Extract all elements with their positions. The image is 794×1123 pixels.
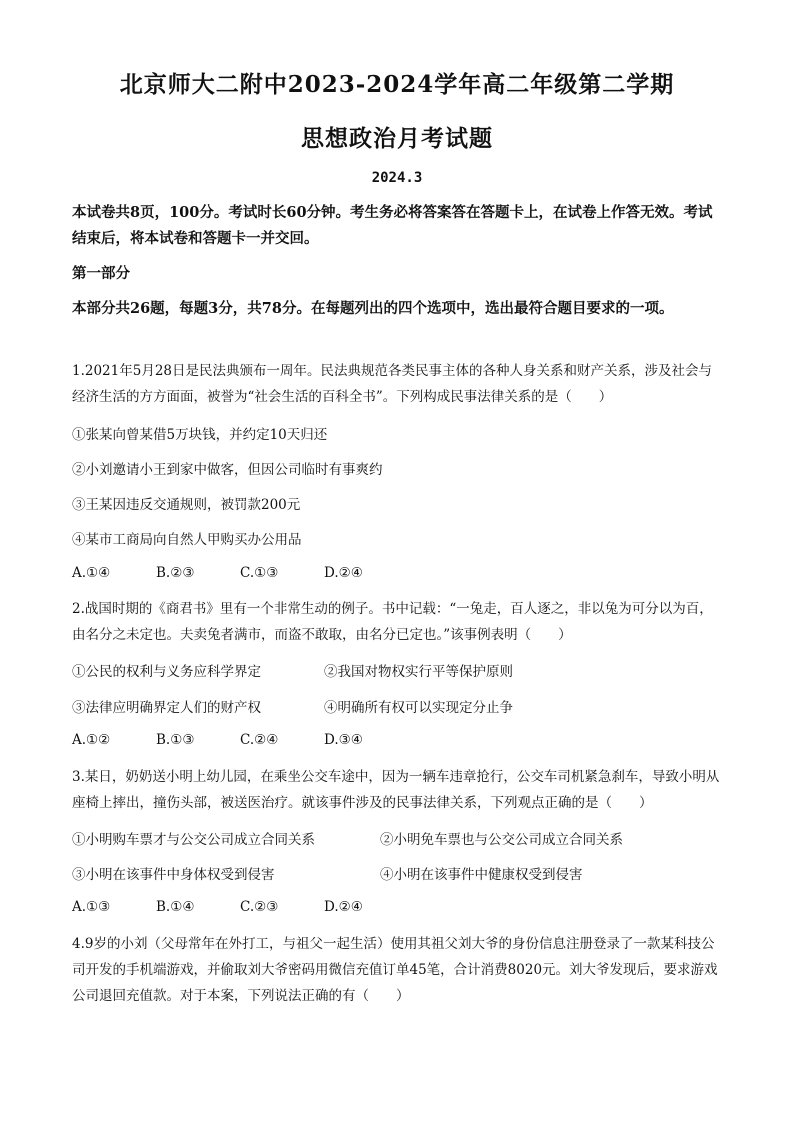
question-3-statement-1: ①小明购车票才与公交公司成立合同关系 [72,832,315,848]
choice-d: D.②④ [324,899,363,915]
question-2-statement-1: ①公民的权利与义务应科学界定 [72,664,261,680]
choice-b: B.①④ [156,899,195,915]
question-1-statement-4: ④某市工商局向自然人甲购买办公用品 [72,532,302,548]
question-2-stem: 2.战国时期的《商君书》里有一个非常生动的例子。书中记载：“一兔走，百人逐之，非以兔为可分以为百，由名分之未定也。夫卖兔者满市，而盗不敢取，由名分已定也。”该事例表明（ ） [72,601,713,643]
choice-d: D.③④ [324,732,363,748]
question-3-statement-3: ③小明在该事件中身体权受到侵害 [72,867,275,883]
question-2-choices [72,732,408,748]
choice-c: C.②③ [240,899,279,915]
part-description: 本部分共26题，每题3分，共78分。在每题列出的四个选项中，选出最符合题目要求的一项。 [72,300,674,317]
question-4-stem: 4.9岁的小刘（父母常年在外打工，与祖父一起生活）使用其祖父刘大爷的身份信息注册登录了一款某科技公司开发的手机端游戏，并偷取刘大爷密码用微信充值订单45笔，合计消费8020元。刘大爷发现后，要求游戏公司退回充值款。对于本案，下列说法正确的有（ ） [72,936,718,1004]
exam-date: 2024.3 [371,170,423,186]
question-3-choices [72,899,408,915]
question-1-stem: 1.2021年5月28日是民法典颁布一周年。民法典规范各类民事主体的各种人身关系和财产关系，涉及社会与经济生活的方方面面，被誉为“社会生活的百科全书”。下列构成民事法律关系的是（ ） [72,363,713,405]
exam-instructions: 本试卷共8页，100分。考试时长60分钟。考生务必将答案答在答题卡上，在试卷上作答无效。考试结束后，将本试卷和答题卡一并交回。 [72,204,713,247]
exam-title: 北京师大二附中2023-2024学年高二年级第二学期 [119,71,675,98]
question-2-statement-3: ③法律应明确界定人们的财产权 [72,700,261,716]
question-3-statement-2: ②小明免车票也与公交公司成立合同关系 [380,832,623,848]
part-heading: 第一部分 [72,265,130,282]
choice-c: C.②④ [240,732,279,748]
choice-b: B.①③ [156,732,195,748]
question-1-statement-1: ①张某向曾某借5万块钱，并约定10天归还 [72,427,328,443]
choice-b: B.②③ [156,565,195,581]
question-1-statement-2: ②小刘邀请小王到家中做客，但因公司临时有事爽约 [72,462,383,478]
question-2-statement-4: ④明确所有权可以实现定分止争 [324,700,513,716]
question-1-statement-3: ③王某因违反交通规则，被罚款200元 [72,497,301,513]
question-3-stem: 3.某日，奶奶送小明上幼儿园，在乘坐公交车途中，因为一辆车违章抢行，公交车司机紧急刹车，导致小明从座椅上摔出，撞伤头部，被送医治疗。就该事件涉及的民事法律关系，下列观点正确的是（ ） [72,769,720,811]
exam-subject-title: 思想政治月考试题 [301,125,493,152]
question-1-choices [72,565,408,581]
question-2-statement-2: ②我国对物权实行平等保护原则 [324,664,513,680]
choice-c: C.①③ [240,565,279,581]
question-3-statement-4: ④小明在该事件中健康权受到侵害 [380,867,583,883]
choice-a: A.①② [72,732,111,748]
choice-a: A.①④ [72,565,111,581]
choice-a: A.①③ [72,899,111,915]
choice-d: D.②④ [324,565,363,581]
